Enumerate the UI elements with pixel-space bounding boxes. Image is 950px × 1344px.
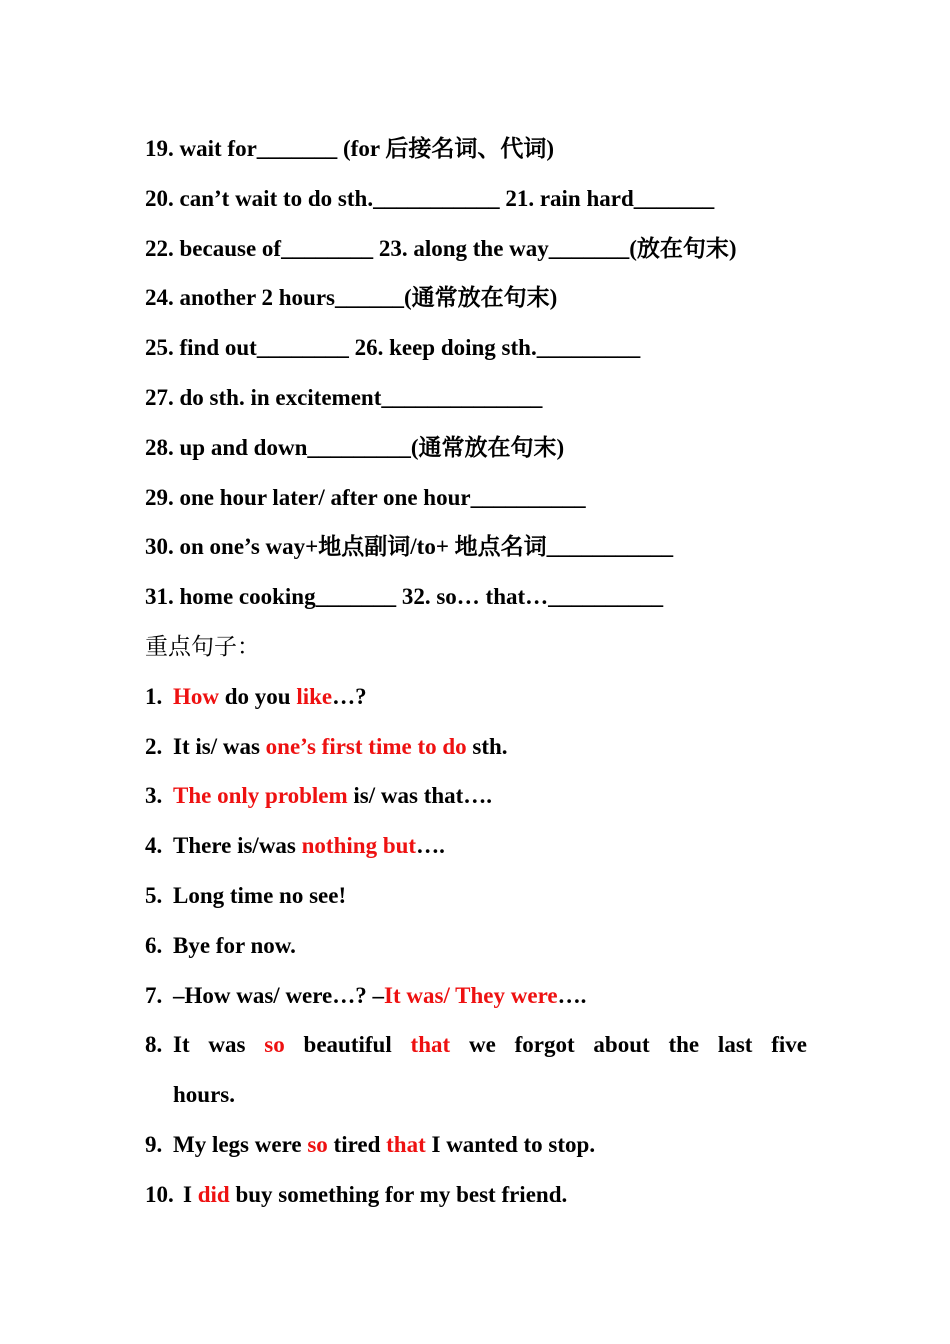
sentence-number: 4.	[145, 833, 163, 859]
sentence-3	[145, 775, 807, 825]
plain-text: I	[183, 1181, 198, 1207]
sentence-5	[145, 875, 807, 925]
plain-text: we forgot about the last five	[450, 1032, 807, 1058]
plain-text: …?	[332, 683, 367, 709]
sentence-text	[173, 975, 586, 1025]
phrase-29: 29. one hour later/ after one hour__________	[145, 484, 586, 510]
plain-text: ….	[416, 833, 445, 859]
highlight-text: so	[307, 1131, 328, 1157]
sentence-2	[145, 726, 807, 776]
sentence-text	[173, 676, 367, 726]
sentence-text	[173, 726, 508, 776]
highlight-text: that	[410, 1032, 451, 1058]
sentence-1	[145, 676, 807, 726]
sentence-8	[145, 1024, 807, 1074]
highlight-text: The only problem	[173, 783, 348, 809]
plain-text: It is/ was	[173, 733, 266, 759]
plain-text: –How was/ were…? –	[173, 982, 385, 1008]
key-sentences-heading: 重点句子：	[145, 633, 260, 659]
plain-text: My legs were	[173, 1131, 308, 1157]
highlight-text: one’s first time to do	[265, 733, 467, 759]
sentence-number: 1.	[145, 683, 163, 709]
phrase-27: 27. do sth. in excitement______________	[145, 384, 543, 410]
phrase-20-21: 20. can’t wait to do sth.___________ 21. rain hard_______	[145, 185, 715, 211]
phrase-25-26: 25. find out________ 26. keep doing sth._________	[145, 335, 641, 361]
phrase-19: 19. wait for_______ (for 后接名词、代词)	[145, 136, 555, 161]
phrase-30: 30. on one’s way+地点副词/to+ 地点名词___________	[145, 534, 674, 560]
sentence-text	[183, 1174, 567, 1224]
phrase-28: 28. up and down_________(通常放在句末)	[145, 434, 565, 460]
sentence-10	[145, 1174, 807, 1224]
highlight-text: did	[197, 1181, 230, 1207]
phrase-31-32: 31. home cooking_______ 32. so… that…__________	[145, 584, 664, 610]
sentence-number: 5.	[145, 882, 163, 908]
sentence-number: 6.	[145, 932, 163, 958]
content	[145, 128, 807, 1224]
plain-text: do you	[219, 683, 297, 709]
sentence-text: Bye for now.	[173, 932, 296, 958]
sentence-6	[145, 925, 807, 975]
sentence-number: 2.	[145, 733, 163, 759]
sentence-number: 7.	[145, 982, 163, 1008]
sentence-text	[173, 775, 492, 825]
highlight-text: It was/ They were	[384, 982, 558, 1008]
sentence-number: 10.	[145, 1181, 174, 1207]
plain-text: ….	[557, 982, 587, 1008]
highlight-text: nothing but	[301, 833, 417, 859]
sentence-8-continuation: hours.	[173, 1082, 235, 1108]
plain-text: beautiful	[284, 1032, 411, 1058]
sentence-number: 8.	[145, 1032, 163, 1058]
sentence-text: Long time no see!	[173, 882, 347, 908]
plain-text: tired	[327, 1131, 387, 1157]
sentence-7	[145, 975, 807, 1025]
highlight-text: that	[386, 1131, 426, 1157]
plain-text: sth.	[466, 733, 508, 759]
plain-text: It was	[173, 1032, 265, 1058]
sentence-text	[173, 825, 445, 875]
highlight-text: How	[173, 683, 219, 709]
plain-text: There is/was	[173, 833, 302, 859]
sentence-number: 3.	[145, 783, 163, 809]
phrase-24: 24. another 2 hours______(通常放在句末)	[145, 285, 558, 311]
sentence-text	[173, 1024, 807, 1074]
sentence-text	[173, 1124, 595, 1174]
plain-text: is/ was that….	[347, 783, 493, 809]
plain-text: I wanted to stop.	[425, 1131, 596, 1157]
highlight-text: like	[296, 683, 333, 709]
highlight-text: so	[264, 1032, 285, 1058]
sentence-number: 9.	[145, 1131, 163, 1157]
plain-text: buy something for my best friend.	[229, 1181, 568, 1207]
sentence-4	[145, 825, 807, 875]
sentence-9	[145, 1124, 807, 1174]
phrase-22-23: 22. because of________ 23. along the way_______(放在句末)	[145, 235, 737, 261]
